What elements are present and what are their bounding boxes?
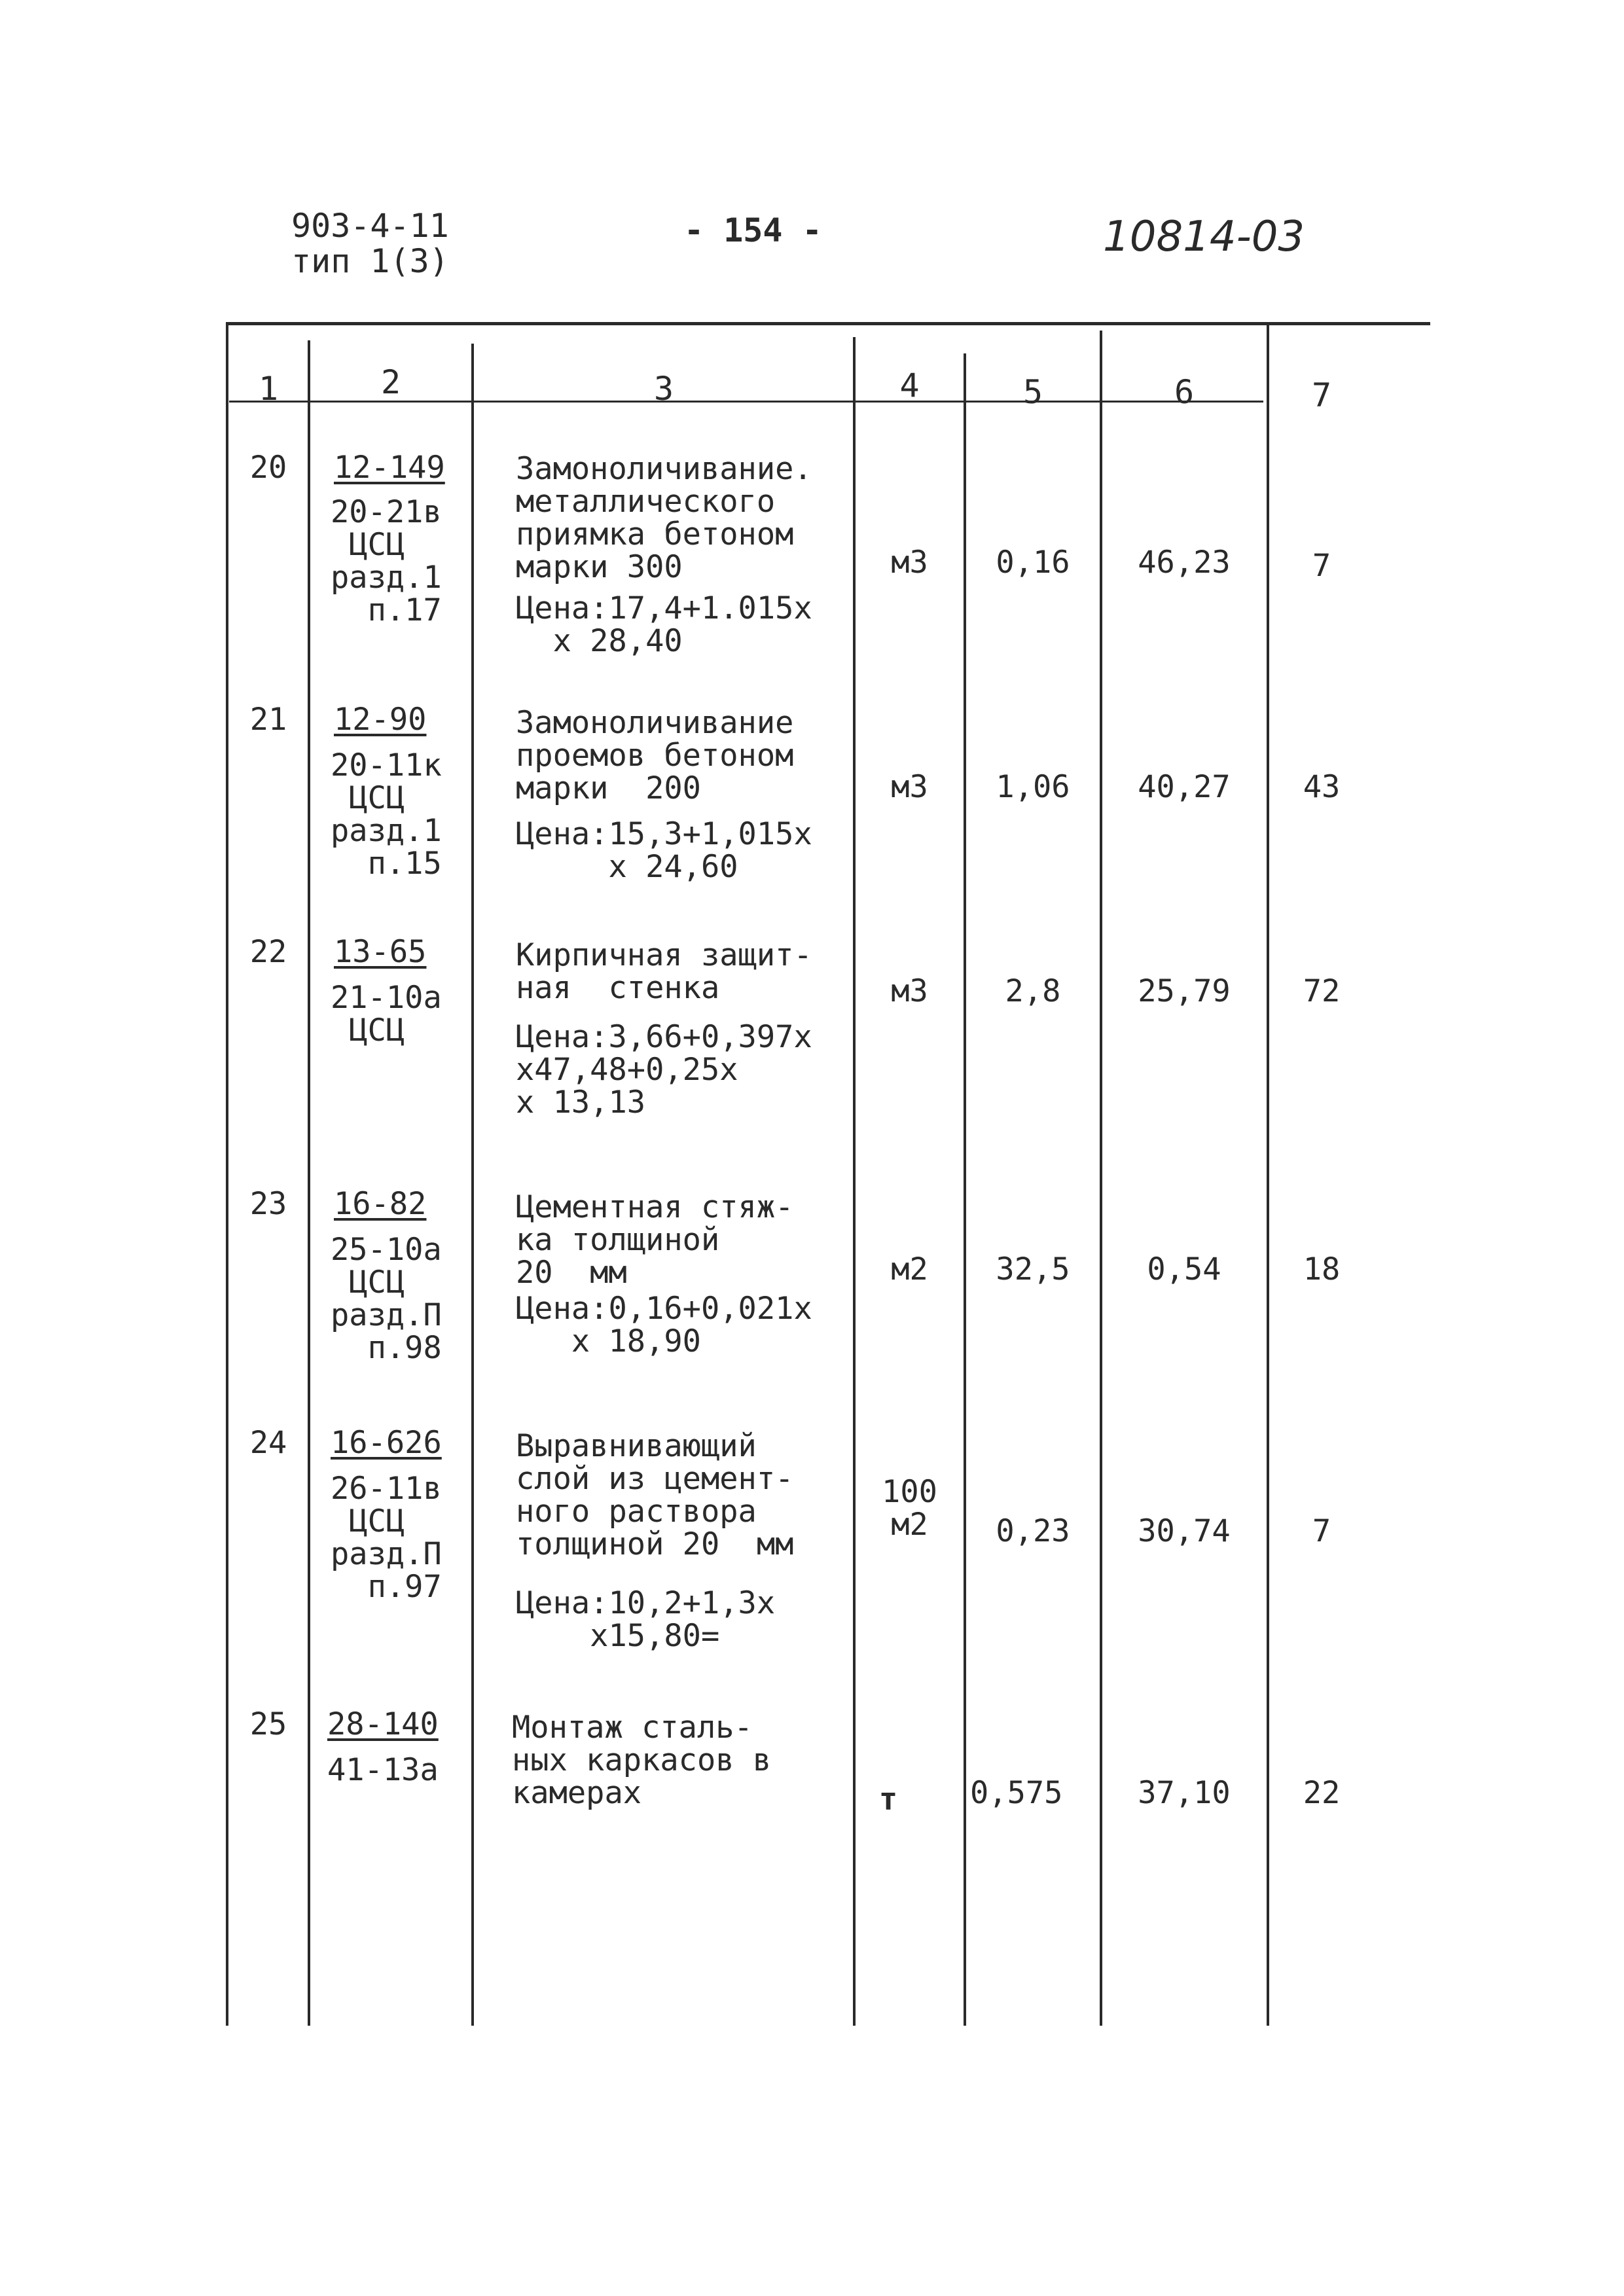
column-divider-5 bbox=[964, 353, 966, 2026]
norm-reference: 20-21в ЦСЦ разд.1 п.17 bbox=[331, 494, 442, 628]
unit: т bbox=[878, 1782, 898, 1818]
row-number: 24 bbox=[249, 1425, 287, 1461]
unit-cost: 30,74 bbox=[1138, 1513, 1231, 1549]
column-number-1: 1 bbox=[258, 370, 279, 408]
total-cost: 72 bbox=[1303, 973, 1341, 1009]
work-description: Монтаж сталь- ных каркасов в камерах bbox=[512, 1710, 772, 1811]
unit: м3 bbox=[891, 769, 928, 805]
norm-code: 16-82 bbox=[334, 1186, 427, 1222]
row-number: 22 bbox=[249, 934, 287, 970]
inventory-number: 10814-03 bbox=[1103, 213, 1305, 261]
price-formula: Цена:15,3+1,015x x 24,60 bbox=[516, 816, 812, 885]
total-cost: 18 bbox=[1303, 1251, 1341, 1287]
table-top-rule bbox=[226, 322, 1430, 325]
norm-reference: 41-13а bbox=[327, 1752, 439, 1788]
unit: м2 bbox=[891, 1251, 928, 1287]
price-formula: Цена:0,16+0,021x x 18,90 bbox=[516, 1291, 812, 1359]
price-formula: Цена:17,4+1.015x x 28,40 bbox=[516, 590, 812, 659]
norm-code: 13-65 bbox=[334, 934, 427, 970]
work-description: Выравнивающий слой из цемент- ного раствора толщиной 20 мм bbox=[516, 1428, 794, 1562]
column-divider-2 bbox=[308, 340, 310, 2026]
page-number: - 154 - bbox=[684, 211, 822, 249]
norm-reference: 26-11в ЦСЦ разд.П п.97 bbox=[331, 1471, 442, 1605]
row-number: 21 bbox=[249, 702, 287, 738]
column-divider-4 bbox=[853, 337, 856, 2026]
column-number-6: 6 bbox=[1174, 373, 1195, 411]
column-divider-6 bbox=[1100, 331, 1102, 2026]
total-cost: 22 bbox=[1303, 1775, 1341, 1811]
document-type: тип 1(3) bbox=[291, 242, 449, 280]
quantity: 1,06 bbox=[996, 769, 1070, 805]
norm-reference: 25-10а ЦСЦ разд.П п.98 bbox=[331, 1232, 442, 1366]
work-description: Цементная стяж- ка толщиной 20 мм bbox=[516, 1189, 794, 1291]
norm-code: 12-90 bbox=[334, 702, 427, 738]
norm-reference: 20-11к ЦСЦ разд.1 п.15 bbox=[331, 747, 442, 882]
row-number: 20 bbox=[249, 450, 287, 486]
quantity: 32,5 bbox=[996, 1251, 1070, 1287]
norm-code: 28-140 bbox=[327, 1706, 439, 1742]
norm-reference: 21-10а ЦСЦ bbox=[331, 980, 442, 1049]
quantity: 0,575 bbox=[970, 1775, 1063, 1811]
column-number-5: 5 bbox=[1022, 373, 1043, 411]
column-divider-3 bbox=[471, 344, 474, 2026]
column-number-2: 2 bbox=[380, 363, 401, 401]
work-description: Замоноличивание. металлического приямка бетоном марки 300 bbox=[516, 451, 812, 585]
price-formula: Цена:10,2+1,3x x15,80= bbox=[516, 1585, 776, 1654]
column-number-4: 4 bbox=[899, 367, 920, 404]
norm-code: 16-626 bbox=[331, 1425, 442, 1461]
column-number-7: 7 bbox=[1311, 376, 1332, 414]
unit: 100 м2 bbox=[882, 1474, 937, 1543]
quantity: 2,8 bbox=[1005, 973, 1061, 1009]
work-description: Кирпичная защит- ная стенка bbox=[516, 937, 812, 1006]
row-number: 23 bbox=[249, 1186, 287, 1222]
total-cost: 7 bbox=[1312, 548, 1331, 584]
quantity: 0,16 bbox=[996, 545, 1070, 581]
unit: м3 bbox=[891, 545, 928, 581]
unit-cost: 46,23 bbox=[1138, 545, 1231, 581]
price-formula: Цена:3,66+0,397x x47,48+0,25x x 13,13 bbox=[516, 1019, 812, 1121]
quantity: 0,23 bbox=[996, 1513, 1070, 1549]
norm-code: 12-149 bbox=[334, 450, 445, 486]
work-description: Замоноличивание проемов бетоном марки 200 bbox=[516, 705, 794, 806]
unit-cost: 0,54 bbox=[1147, 1251, 1221, 1287]
document-code: 903-4-11 bbox=[291, 207, 449, 245]
column-number-3: 3 bbox=[653, 370, 674, 408]
column-divider-1 bbox=[226, 324, 228, 2026]
unit-cost: 40,27 bbox=[1138, 769, 1231, 805]
row-number: 25 bbox=[249, 1706, 287, 1742]
unit-cost: 25,79 bbox=[1138, 973, 1231, 1009]
unit-cost: 37,10 bbox=[1138, 1775, 1231, 1811]
total-cost: 7 bbox=[1312, 1513, 1331, 1549]
unit: м3 bbox=[891, 973, 928, 1009]
total-cost: 43 bbox=[1303, 769, 1341, 805]
